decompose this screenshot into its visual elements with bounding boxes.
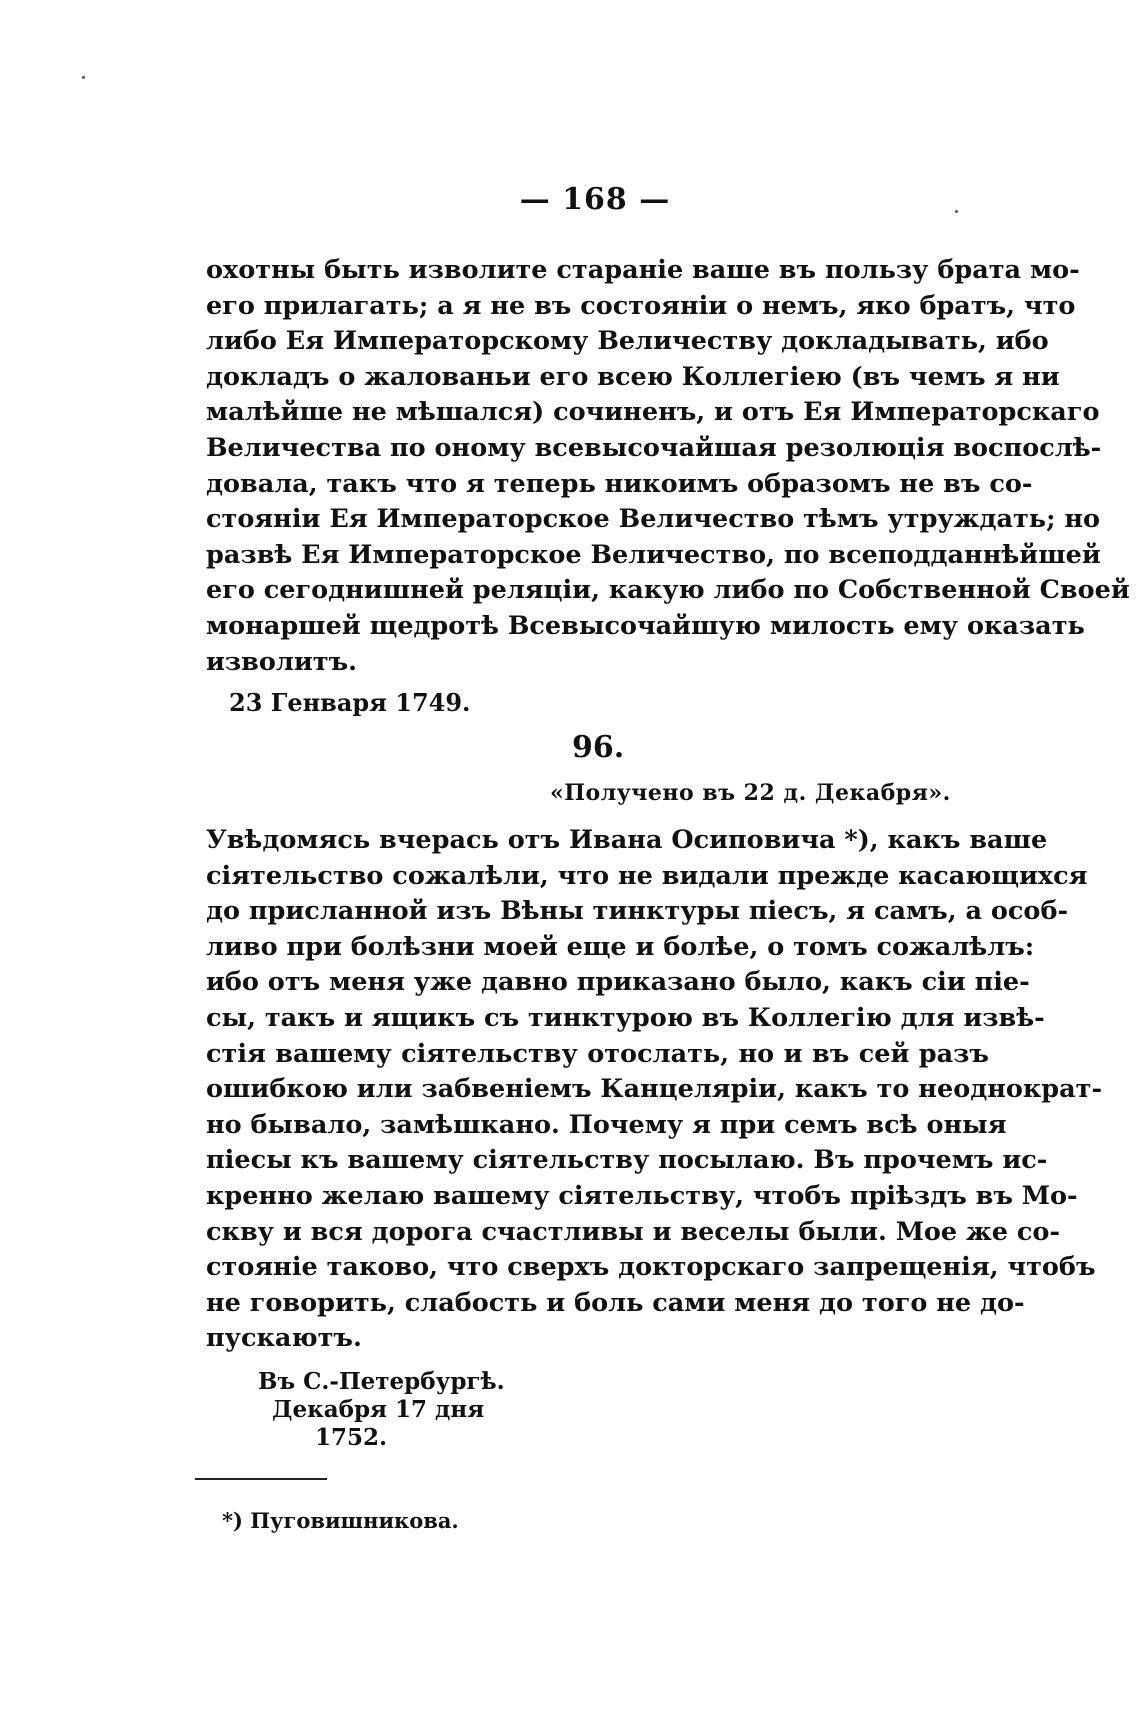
text-line: ибо отъ меня уже давно приказано было, какъ сіи піе-	[206, 967, 1030, 998]
text-line: но бывало, замѣшкано. Почему я при семъ всѣ оныя	[206, 1109, 1007, 1140]
text-line: изволитъ.	[206, 646, 358, 677]
text-line: піесы къ вашему сіятельству посылаю. Въ прочемъ ис-	[206, 1145, 1048, 1176]
text-line: кренно желаю вашему сіятельству, чтобъ пріѣздъ въ Мо-	[206, 1180, 1078, 1211]
text-line: стояніи Ея Императорское Величество тѣмъ утруждать; но	[206, 504, 1101, 535]
paragraph-2	[206, 823, 1103, 1357]
text-line: пускаютъ.	[206, 1323, 362, 1354]
closing-year: 1752.	[315, 1424, 388, 1451]
text-line: скву и вся дорога счастливы и веселы были. Мое же со-	[206, 1216, 1061, 1247]
text-line: Увѣдомясь вчерась отъ Ивана Осиповича *), какъ ваше	[206, 825, 1048, 855]
text-line: его прилагать; а я не въ состояніи о немъ, яко братъ, что	[206, 290, 1076, 321]
text-line: охотны быть изволите стараніе ваше въ пользу брата мо-	[206, 255, 1080, 285]
text-line: стояніе таково, что сверхъ докторскаго запрещенія, чтобъ	[206, 1252, 1096, 1283]
text-line: докладъ о жалованьи его всею Коллегіею (въ чемъ я ни	[206, 361, 1060, 392]
text-line: стія вашему сіятельству отослать, но и въ сей разъ	[206, 1038, 989, 1069]
text-line: довала, такъ что я теперь никоимъ образомъ не въ со-	[206, 468, 1033, 499]
closing-place: Въ С.-Петербургѣ.	[258, 1368, 505, 1395]
text-line: малѣйше не мѣшался) сочиненъ, и отъ Ея Императорскаго	[206, 397, 1100, 428]
received-note: «Получено въ 22 д. Декабря».	[550, 780, 951, 806]
letter-date: 23 Генваря 1749.	[229, 688, 471, 717]
text-line: Величества по оному всевысочайшая резолюція воспослѣ-	[206, 432, 1102, 463]
closing-date: Декабря 17 дня	[272, 1396, 485, 1423]
text-line: сіятельство сожалѣли, что не видали прежде касающихся	[206, 860, 1088, 891]
text-line: ошибкою или забвеніемъ Канцеляріи, какъ то неоднократ-	[206, 1074, 1103, 1105]
footnote: *) Пуговишникова.	[222, 1508, 459, 1533]
footnote-divider	[195, 1478, 327, 1480]
text-line: не говорить, слабость и боль сами меня до того не до-	[206, 1287, 1025, 1318]
text-line: сы, такъ и ящикъ съ тинктурою въ Коллегію для извѣ-	[206, 1002, 1045, 1033]
letter-number: 96.	[572, 730, 625, 765]
text-line: ливо при болѣзни моей еще и болѣе, о томъ сожалѣлъ:	[206, 931, 1035, 962]
scan-speck	[82, 76, 85, 79]
paragraph-1	[206, 253, 1130, 680]
page-number: — 168 —	[519, 182, 671, 217]
letter-closing	[250, 1368, 505, 1452]
text-line: до присланной изъ Вѣны тинктуры піесъ, я самъ, а особ-	[206, 896, 1069, 927]
text-line: монаршей щедротѣ Всевысочайшую милость ему оказать	[206, 610, 1085, 641]
text-line: либо Ея Императорскому Величеству докладывать, ибо	[206, 326, 1049, 357]
text-line: развѣ Ея Императорское Величество, по всеподданнѣйшей	[206, 539, 1101, 570]
text-line: его сегоднишней реляціи, какую либо по Собственной Своей	[206, 575, 1130, 606]
